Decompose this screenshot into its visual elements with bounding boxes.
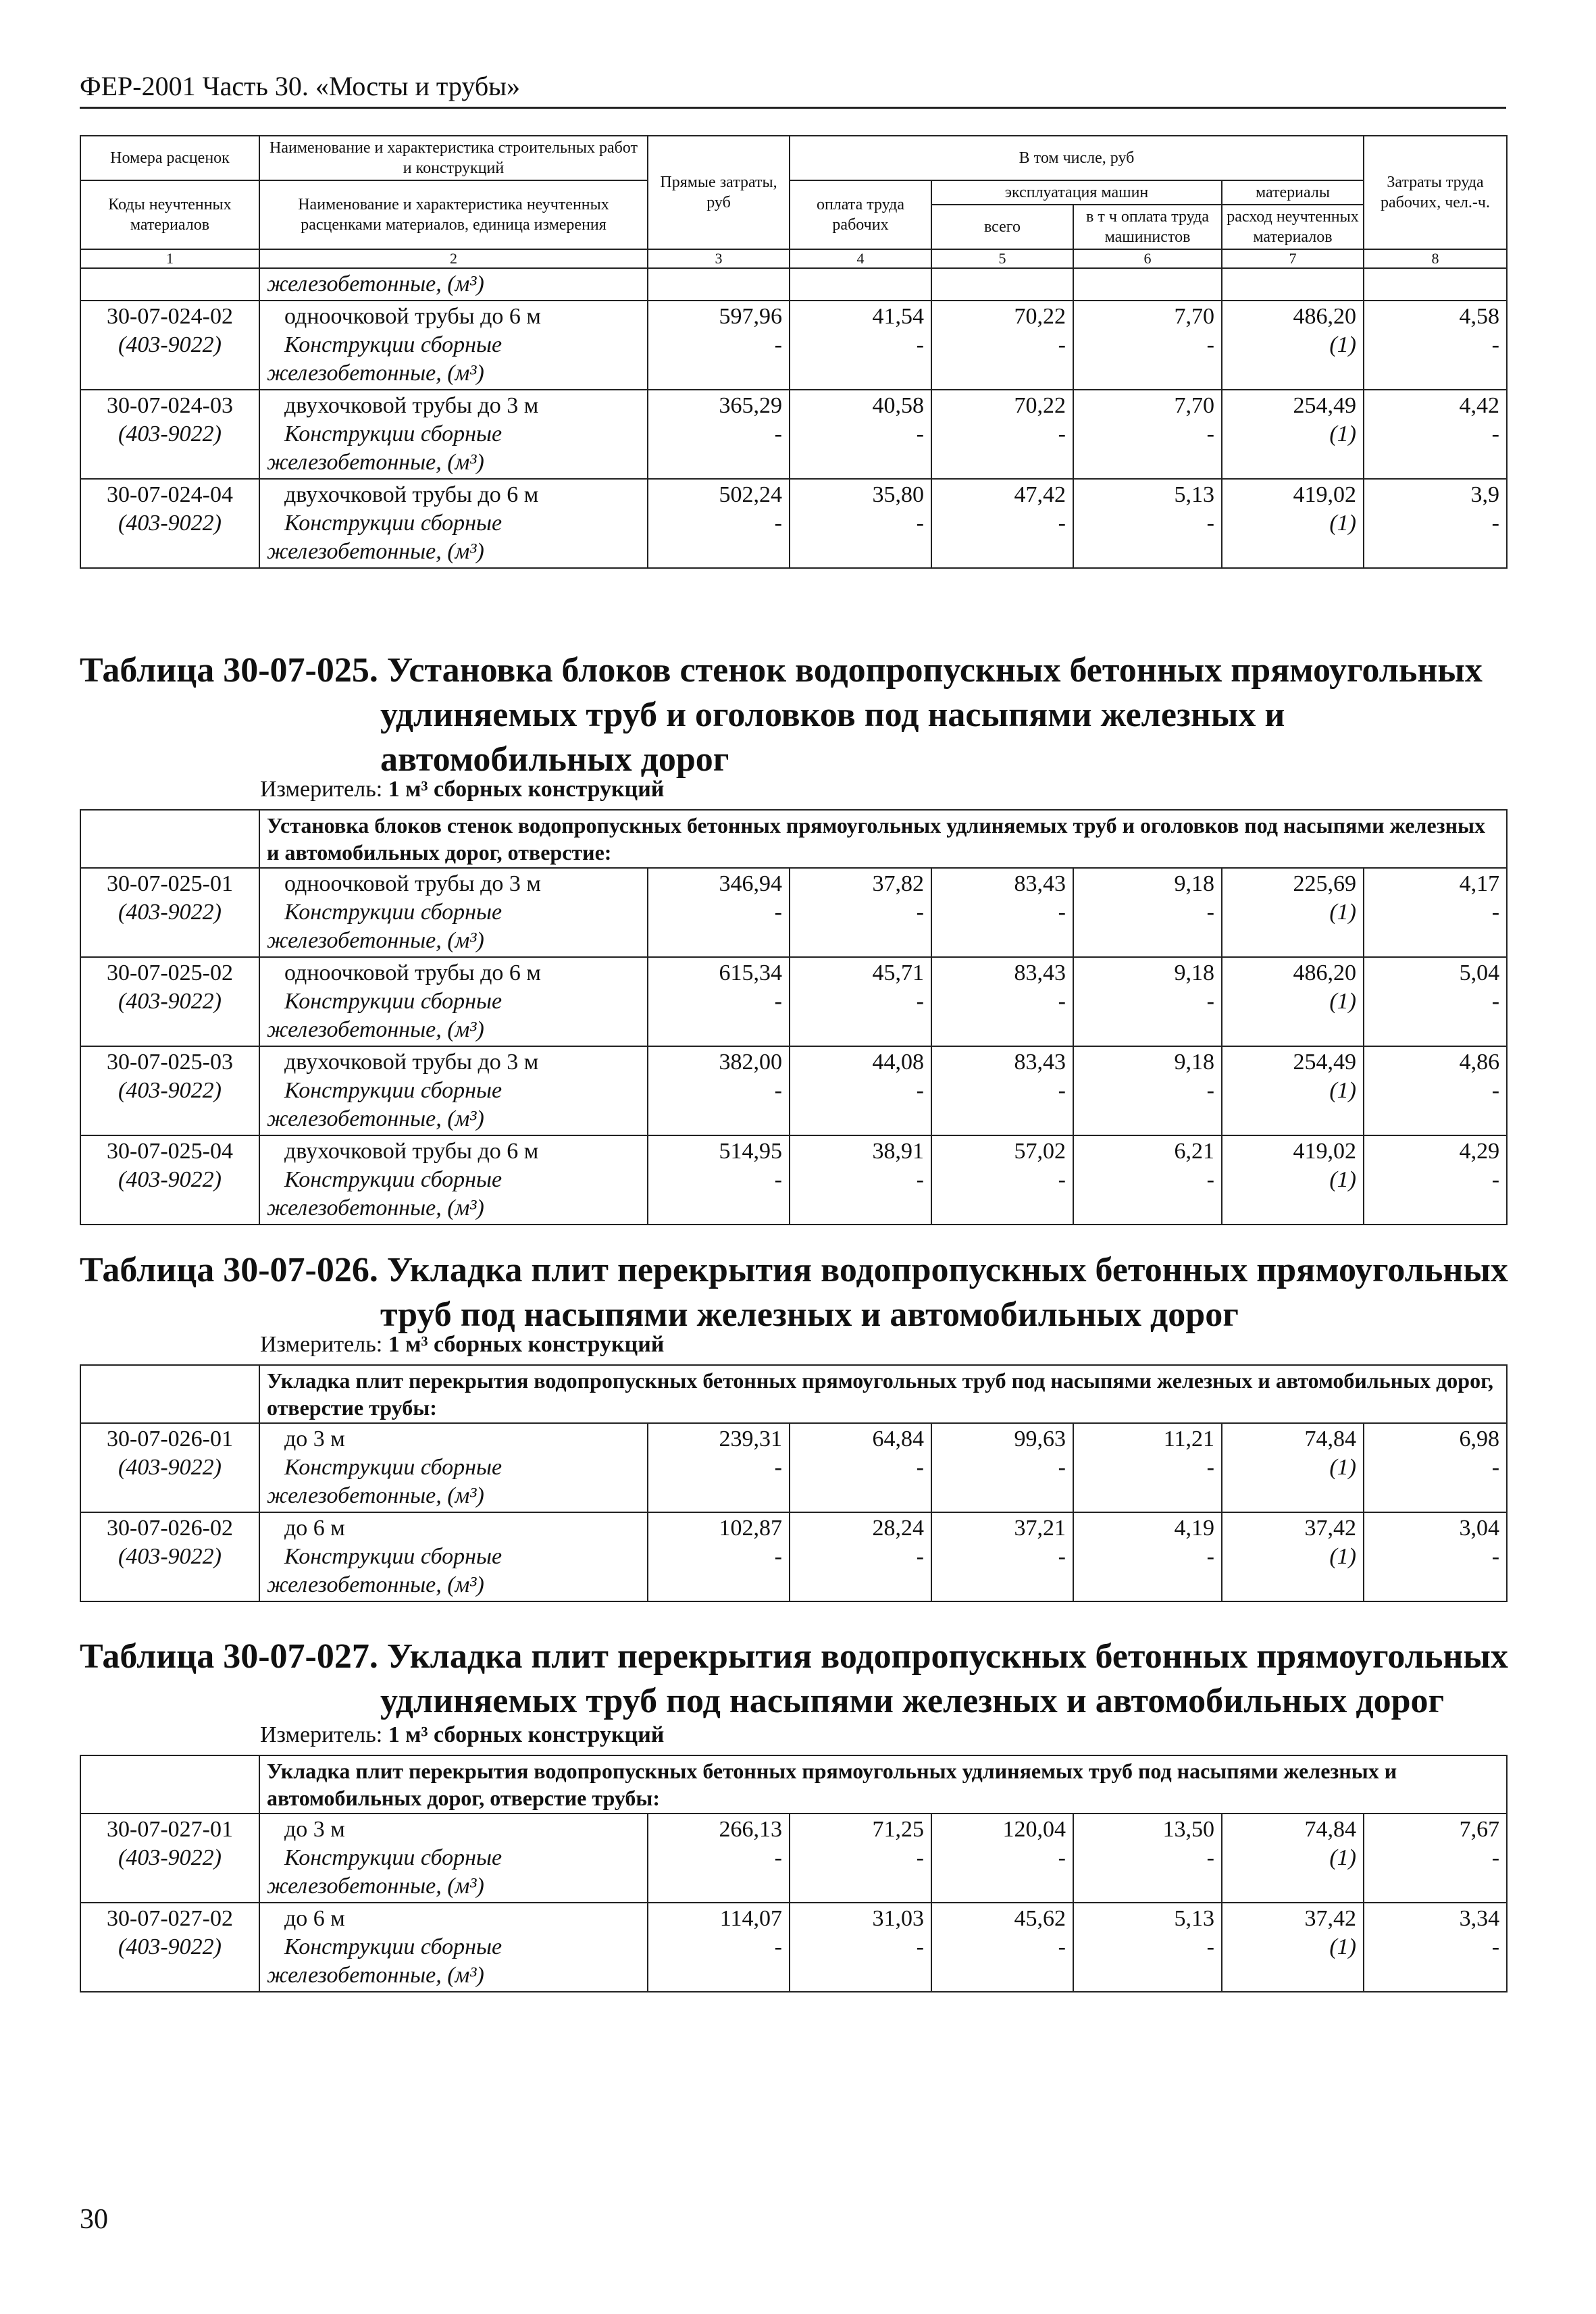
cell-c4: 28,24 - xyxy=(790,1512,931,1601)
col-header-name-bottom: Наименование и характеристика неучтенных расценками материалов, единица измерения xyxy=(259,180,648,249)
material-name-unit: железобетонные, (м³) xyxy=(267,1572,484,1597)
cell-c8: 4,17 - xyxy=(1364,868,1507,957)
cell-c8: 4,58 - xyxy=(1364,301,1507,390)
cell-c3: 514,95 - xyxy=(648,1135,790,1225)
material-code: (403-9022) xyxy=(118,421,222,446)
material-code: (403-9022) xyxy=(118,1078,222,1103)
material-name-unit: железобетонные, (м³) xyxy=(267,361,484,386)
table-row xyxy=(80,957,1507,1046)
rate-code-cell xyxy=(80,868,259,957)
cell-c7: 225,69 (1) xyxy=(1222,868,1364,957)
work-name-cell xyxy=(259,1423,648,1512)
table-025-title-line2: удлиняемых труб и оголовков под насыпями железных и xyxy=(380,696,1285,734)
cell-c5: 37,21 - xyxy=(931,1512,1073,1601)
rate-code: 30-07-025-04 xyxy=(107,1139,233,1164)
cell-c5: 83,43 - xyxy=(931,868,1073,957)
table-row xyxy=(80,1423,1507,1512)
cell-c7: 254,49 (1) xyxy=(1222,1046,1364,1135)
cell-c5: 70,22 - xyxy=(931,301,1073,390)
cell-c4: 64,84 - xyxy=(790,1423,931,1512)
table-row xyxy=(80,1814,1507,1903)
cell-c6: 9,18 - xyxy=(1073,1046,1222,1135)
cell-c7: 37,42 (1) xyxy=(1222,1903,1364,1992)
cell-c8: 3,04 - xyxy=(1364,1512,1507,1601)
cell-c6: 5,13 - xyxy=(1073,1903,1222,1992)
col-number: 5 xyxy=(931,249,1073,268)
rate-code-cell xyxy=(80,1512,259,1601)
col-number: 6 xyxy=(1073,249,1222,268)
material-code: (403-9022) xyxy=(118,1167,222,1192)
rate-code-cell xyxy=(80,1903,259,1992)
rate-code-cell xyxy=(80,390,259,479)
work-name-cell xyxy=(259,1903,648,1992)
cell-c8: 4,42 - xyxy=(1364,390,1507,479)
cell-c3: 266,13 - xyxy=(648,1814,790,1903)
col-header-machines: эксплуатация машин xyxy=(931,180,1222,205)
table-027-measure: Измеритель: 1 м³ сборных конструкций xyxy=(260,1722,665,1747)
table-025-title xyxy=(80,648,1483,782)
col-number: 2 xyxy=(259,249,648,268)
cell-c3: 114,07 - xyxy=(648,1903,790,1992)
cell-c8: 4,29 - xyxy=(1364,1135,1507,1225)
rate-code: 30-07-026-01 xyxy=(107,1426,233,1451)
continuation-text: железобетонные, (м³) xyxy=(267,272,484,297)
table-row xyxy=(80,868,1507,957)
cell-c3: 365,29 - xyxy=(648,390,790,479)
continuation-code-cell xyxy=(80,268,259,301)
col-header-machines-pay: в т ч оплата труда машинистов xyxy=(1073,205,1222,249)
work-name: одноочковой трубы до 6 м xyxy=(284,960,541,985)
cell-c4: 35,80 - xyxy=(790,479,931,568)
material-name: Конструкции сборные xyxy=(284,1934,503,1959)
material-code: (403-9022) xyxy=(118,1845,222,1870)
col-header-codes-bottom: Коды неучтенных материалов xyxy=(80,180,259,249)
cell-c7: 254,49 (1) xyxy=(1222,390,1364,479)
table-025-title-line3: автомобильных дорог xyxy=(380,740,729,779)
header-rule xyxy=(80,107,1506,109)
cell-c8: 7,67 - xyxy=(1364,1814,1507,1903)
material-name: Конструкции сборные xyxy=(284,1455,503,1480)
material-code: (403-9022) xyxy=(118,989,222,1014)
material-name-unit: железобетонные, (м³) xyxy=(267,928,484,953)
cell-c6: 7,70 - xyxy=(1073,301,1222,390)
work-name-cell xyxy=(259,1135,648,1225)
table-row xyxy=(80,390,1507,479)
table-027-title-line1: Таблица 30-07-027. Укладка плит перекрытия водопропускных бетонных прямоугольных xyxy=(80,1637,1508,1676)
cell-c8: 5,04 - xyxy=(1364,957,1507,1046)
table-row xyxy=(80,479,1507,568)
cell-c3: 102,87 - xyxy=(648,1512,790,1601)
rate-code-cell xyxy=(80,1423,259,1512)
cell-c3: 615,34 - xyxy=(648,957,790,1046)
page-number: 30 xyxy=(80,2204,108,2235)
col-header-direct-costs: Прямые затраты, руб xyxy=(648,136,790,249)
table-row xyxy=(80,1135,1507,1225)
work-name: до 3 м xyxy=(284,1817,345,1842)
cell-c3: 346,94 - xyxy=(648,868,790,957)
rate-code: 30-07-026-02 xyxy=(107,1516,233,1541)
material-name: Конструкции сборные xyxy=(284,421,503,446)
cell-c3: 502,24 - xyxy=(648,479,790,568)
cell-c7: 74,84 (1) xyxy=(1222,1423,1364,1512)
material-code: (403-9022) xyxy=(118,1934,222,1959)
work-name: до 6 м xyxy=(284,1516,345,1541)
cell-c5: 57,02 - xyxy=(931,1135,1073,1225)
cell-c6: 4,19 - xyxy=(1073,1512,1222,1601)
work-name: двухочковой трубы до 3 м xyxy=(284,1050,539,1075)
cell-c4: 45,71 - xyxy=(790,957,931,1046)
material-name-unit: железобетонные, (м³) xyxy=(267,1963,484,1988)
table-027-group-heading: Укладка плит перекрытия водопропускных бетонных прямоугольных удлиняемых труб под насыпями железных и автомобильных дорог, отверстие трубы: xyxy=(259,1755,1507,1814)
col-header-name-top: Наименование и характеристика строительных работ и конструкций xyxy=(259,136,648,180)
rate-code: 30-07-024-02 xyxy=(107,304,233,329)
work-name-cell xyxy=(259,868,648,957)
cell-c7: 419,02 (1) xyxy=(1222,479,1364,568)
material-code: (403-9022) xyxy=(118,900,222,925)
material-name-unit: железобетонные, (м³) xyxy=(267,1874,484,1899)
cell-c4: 41,54 - xyxy=(790,301,931,390)
work-name-cell xyxy=(259,301,648,390)
rate-code-cell xyxy=(80,1814,259,1903)
rate-code: 30-07-024-03 xyxy=(107,393,233,418)
table-30-07-027 xyxy=(80,1755,1508,1992)
material-code: (403-9022) xyxy=(118,332,222,357)
cell-c7: 419,02 (1) xyxy=(1222,1135,1364,1225)
material-name: Конструкции сборные xyxy=(284,1845,503,1870)
table-row xyxy=(80,1046,1507,1135)
cell-c6: 7,70 - xyxy=(1073,390,1222,479)
work-name-cell xyxy=(259,390,648,479)
rate-code-cell xyxy=(80,301,259,390)
rate-code-cell xyxy=(80,957,259,1046)
material-name: Конструкции сборные xyxy=(284,1078,503,1103)
cell-c6: 11,21 - xyxy=(1073,1423,1222,1512)
table-30-07-024 xyxy=(80,135,1508,569)
table-row xyxy=(80,1903,1507,1992)
cell-c7: 37,42 (1) xyxy=(1222,1512,1364,1601)
rate-code: 30-07-027-02 xyxy=(107,1906,233,1931)
col-number: 1 xyxy=(80,249,259,268)
cell-c3: 382,00 - xyxy=(648,1046,790,1135)
cell-c3: 597,96 - xyxy=(648,301,790,390)
material-code: (403-9022) xyxy=(118,1455,222,1480)
cell-c5: 47,42 - xyxy=(931,479,1073,568)
table-026-group-heading: Укладка плит перекрытия водопропускных бетонных прямоугольных труб под насыпями железных и автомобильных дорог, отверстие трубы: xyxy=(259,1365,1507,1423)
cell-c5: 120,04 - xyxy=(931,1814,1073,1903)
cell-c6: 5,13 - xyxy=(1073,479,1222,568)
cell-c7: 74,84 (1) xyxy=(1222,1814,1364,1903)
material-name: Конструкции сборные xyxy=(284,900,503,925)
cell-c3: 239,31 - xyxy=(648,1423,790,1512)
work-name-cell xyxy=(259,1046,648,1135)
table-026-measure: Измеритель: 1 м³ сборных конструкций xyxy=(260,1332,665,1357)
table-30-07-025 xyxy=(80,809,1508,1225)
col-number: 4 xyxy=(790,249,931,268)
col-header-including: В том числе, руб xyxy=(790,136,1364,180)
cell-c8: 6,98 - xyxy=(1364,1423,1507,1512)
material-name-unit: железобетонные, (м³) xyxy=(267,539,484,564)
work-name: одноочковой трубы до 6 м xyxy=(284,304,541,329)
rate-code: 30-07-025-01 xyxy=(107,871,233,896)
cell-c5: 99,63 - xyxy=(931,1423,1073,1512)
work-name-cell xyxy=(259,479,648,568)
table-row xyxy=(80,301,1507,390)
work-name-cell xyxy=(259,957,648,1046)
material-name: Конструкции сборные xyxy=(284,511,503,536)
material-name-unit: железобетонные, (м³) xyxy=(267,450,484,475)
cell-c8: 3,9 - xyxy=(1364,479,1507,568)
rate-code: 30-07-025-03 xyxy=(107,1050,233,1075)
work-name: до 6 м xyxy=(284,1906,345,1931)
work-name-cell xyxy=(259,1512,648,1601)
table-025-measure: Измеритель: 1 м³ сборных конструкций xyxy=(260,777,665,802)
work-name: до 3 м xyxy=(284,1426,345,1451)
table-025-title-line1: Таблица 30-07-025. Установка блоков стенок водопропускных бетонных прямоугольных xyxy=(80,651,1483,690)
cell-c7: 486,20 (1) xyxy=(1222,301,1364,390)
rate-code-cell xyxy=(80,479,259,568)
col-header-materials: материалы xyxy=(1222,180,1364,205)
work-name: одноочковой трубы до 3 м xyxy=(284,871,541,896)
material-name-unit: железобетонные, (м³) xyxy=(267,1106,484,1131)
cell-c4: 31,03 - xyxy=(790,1903,931,1992)
table-026-title-line2: труб под насыпями железных и автомобильных дорог xyxy=(380,1295,1239,1334)
cell-c6: 6,21 - xyxy=(1073,1135,1222,1225)
col-header-materials-exp: расход неучтенных материалов xyxy=(1222,205,1364,249)
material-name-unit: железобетонные, (м³) xyxy=(267,1017,484,1042)
rate-code: 30-07-027-01 xyxy=(107,1817,233,1842)
material-name: Конструкции сборные xyxy=(284,1544,503,1569)
cell-c4: 40,58 - xyxy=(790,390,931,479)
cell-c6: 9,18 - xyxy=(1073,957,1222,1046)
work-name: двухочковой трубы до 3 м xyxy=(284,393,539,418)
table-30-07-026 xyxy=(80,1364,1508,1602)
cell-c5: 83,43 - xyxy=(931,957,1073,1046)
rate-code-cell xyxy=(80,1135,259,1225)
cell-c8: 4,86 - xyxy=(1364,1046,1507,1135)
cell-c6: 13,50 - xyxy=(1073,1814,1222,1903)
col-header-labor-pay: оплата труда рабочих xyxy=(790,180,931,249)
material-code: (403-9022) xyxy=(118,511,222,536)
cell-c4: 38,91 - xyxy=(790,1135,931,1225)
col-header-labor-costs: Затраты труда рабочих, чел.-ч. xyxy=(1364,136,1507,249)
rate-code: 30-07-024-04 xyxy=(107,482,233,507)
work-name: двухочковой трубы до 6 м xyxy=(284,1139,539,1164)
table-027-title xyxy=(80,1635,1508,1724)
material-code: (403-9022) xyxy=(118,1544,222,1569)
rate-code-cell xyxy=(80,1046,259,1135)
table-026-title xyxy=(80,1248,1508,1337)
material-name-unit: железобетонные, (м³) xyxy=(267,1195,484,1220)
rate-code: 30-07-025-02 xyxy=(107,960,233,985)
cell-c4: 37,82 - xyxy=(790,868,931,957)
cell-c6: 9,18 - xyxy=(1073,868,1222,957)
col-header-codes-top: Номера расценок xyxy=(80,136,259,180)
table-026-title-line1: Таблица 30-07-026. Укладка плит перекрытия водопропускных бетонных прямоугольных xyxy=(80,1251,1508,1289)
cell-c7: 486,20 (1) xyxy=(1222,957,1364,1046)
table-row xyxy=(80,1512,1507,1601)
material-name: Конструкции сборные xyxy=(284,1167,503,1192)
page-header: ФЕР-2001 Часть 30. «Мосты и трубы» xyxy=(80,71,521,101)
cell-c5: 83,43 - xyxy=(931,1046,1073,1135)
material-name: Конструкции сборные xyxy=(284,332,503,357)
col-number: 7 xyxy=(1222,249,1364,268)
material-name-unit: железобетонные, (м³) xyxy=(267,1483,484,1508)
material-name: Конструкции сборные xyxy=(284,989,503,1014)
cell-c4: 44,08 - xyxy=(790,1046,931,1135)
cell-c5: 70,22 - xyxy=(931,390,1073,479)
table-025-group-heading: Установка блоков стенок водопропускных бетонных прямоугольных удлиняемых труб и оголовков под насыпями железных и автомобильных дорог, отверстие: xyxy=(259,810,1507,868)
col-header-machines-all: всего xyxy=(931,205,1073,249)
continuation-name-cell xyxy=(259,268,648,301)
col-number: 8 xyxy=(1364,249,1507,268)
col-number: 3 xyxy=(648,249,790,268)
cell-c8: 3,34 - xyxy=(1364,1903,1507,1992)
cell-c5: 45,62 - xyxy=(931,1903,1073,1992)
work-name-cell xyxy=(259,1814,648,1903)
table-027-title-line2: удлиняемых труб под насыпями железных и автомобильных дорог xyxy=(380,1682,1445,1720)
work-name: двухочковой трубы до 6 м xyxy=(284,482,539,507)
cell-c4: 71,25 - xyxy=(790,1814,931,1903)
